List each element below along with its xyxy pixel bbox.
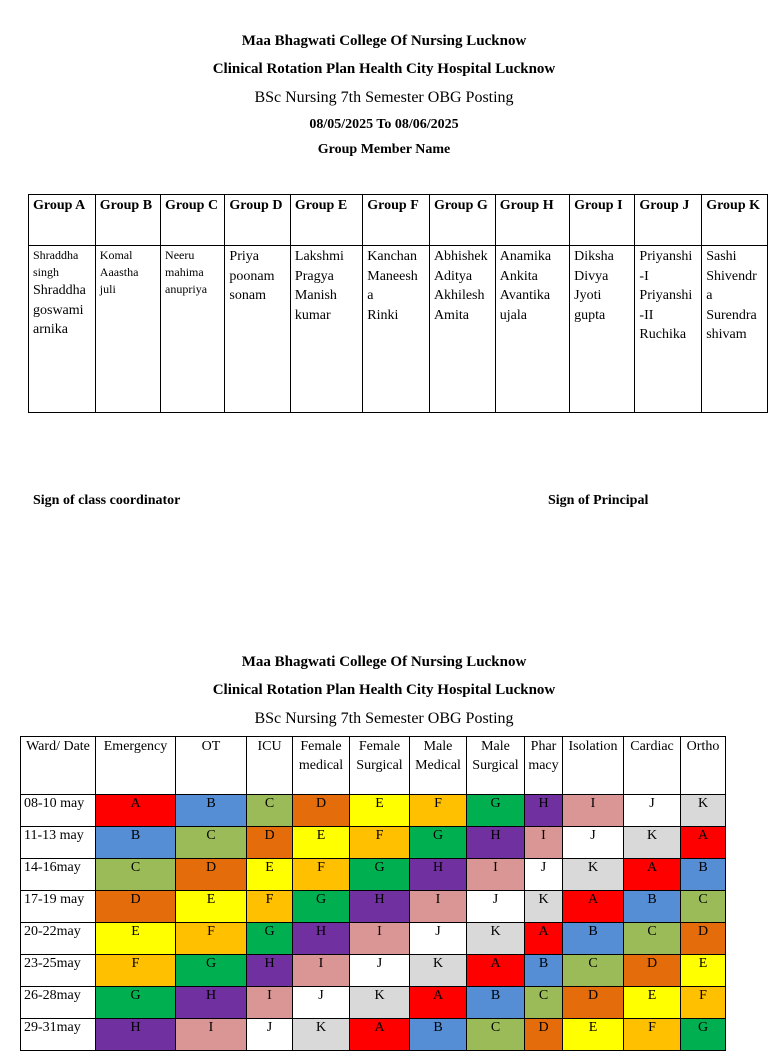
rotation-group-cell: E — [176, 891, 247, 923]
group-member-name: Sashi — [706, 249, 737, 264]
rotation-group-cell: D — [681, 923, 726, 955]
group-member-name: Maneesh — [367, 268, 418, 284]
group-member-name: Shraddha — [33, 283, 86, 298]
group-member-name: poonam — [229, 268, 275, 284]
group-member-name: Ruchika — [639, 327, 687, 342]
rotation-group-cell: C — [247, 795, 293, 827]
rotation-group-cell: I — [247, 987, 293, 1019]
group-member-heading: Group Member Name — [317, 142, 451, 157]
group-members-cell — [225, 246, 290, 413]
rotation-group-cell: F — [293, 859, 350, 891]
rotation-column-header: OT — [176, 737, 247, 795]
rotation-date: 26-28may — [21, 987, 96, 1019]
group-member-name: Manish — [294, 288, 337, 303]
rotation-group-cell: K — [350, 987, 410, 1019]
rotation-group-cell: K — [681, 795, 726, 827]
group-member-name: anupriya — [165, 282, 208, 296]
rotation-group-cell: A — [681, 827, 726, 859]
rotation-row — [21, 891, 726, 923]
group-member-name: arnika — [33, 322, 68, 337]
rotation-group-cell: E — [681, 955, 726, 987]
rotation-column-header: Male Medical — [410, 737, 467, 795]
rotation-group-cell: J — [525, 859, 563, 891]
rotation-table — [20, 736, 726, 1051]
rotation-column-header: Ward/ Date — [21, 737, 96, 795]
rotation-group-cell: G — [293, 891, 350, 923]
rotation-group-cell: D — [624, 955, 681, 987]
group-member-name: Neeru — [165, 248, 195, 262]
group-member-name: sonam — [229, 288, 266, 303]
rotation-group-cell: J — [467, 891, 525, 923]
rotation-group-cell: I — [525, 827, 563, 859]
rotation-column-header: Isolation — [563, 737, 624, 795]
group-member-name: juli — [99, 282, 116, 296]
rotation-group-cell: A — [350, 1019, 410, 1051]
rotation-column-header: Cardiac — [624, 737, 681, 795]
rotation-group-cell: H — [293, 923, 350, 955]
rotation-group-cell: A — [525, 923, 563, 955]
rotation-group-cell: G — [350, 859, 410, 891]
rotation-group-cell: F — [96, 955, 176, 987]
rotation-group-cell: G — [467, 795, 525, 827]
college-title-2: Maa Bhagwati College Of Nursing Lucknow — [241, 654, 527, 670]
rotation-group-cell: A — [624, 859, 681, 891]
rotation-group-cell: F — [176, 923, 247, 955]
group-members-row — [29, 246, 768, 413]
rotation-group-cell: J — [350, 955, 410, 987]
rotation-group-cell: K — [410, 955, 467, 987]
group-member-name: Divya — [574, 268, 609, 284]
group-member-name: Komal — [99, 248, 133, 262]
group-name-header: Group K — [702, 195, 768, 246]
group-header-row — [29, 195, 768, 246]
group-member-name: a — [706, 288, 713, 303]
group-member-name: Priyanshi — [639, 288, 693, 303]
course-title-2: BSc Nursing 7th Semester OBG Posting — [254, 710, 514, 727]
rotation-row — [21, 1019, 726, 1051]
rotation-plan-title-2: Clinical Rotation Plan Health City Hospital Lucknow — [212, 682, 556, 698]
group-name-header: Group C — [161, 195, 225, 246]
rotation-group-cell: F — [681, 987, 726, 1019]
rotation-row — [21, 987, 726, 1019]
rotation-group-cell: I — [563, 795, 624, 827]
rotation-group-cell: E — [350, 795, 410, 827]
group-members-cell — [161, 246, 225, 413]
rotation-group-cell: G — [247, 923, 293, 955]
rotation-column-header: Female Surgical — [350, 737, 410, 795]
college-title: Maa Bhagwati College Of Nursing Lucknow — [241, 33, 527, 49]
group-members-cell — [702, 246, 768, 413]
rotation-group-cell: E — [563, 1019, 624, 1051]
rotation-group-cell: B — [681, 859, 726, 891]
group-members-cell — [363, 246, 430, 413]
group-member-name: Shivendr — [706, 268, 757, 284]
rotation-column-header: ICU — [247, 737, 293, 795]
rotation-group-cell: K — [563, 859, 624, 891]
rotation-group-cell: A — [410, 987, 467, 1019]
group-member-name: shivam — [706, 327, 747, 342]
rotation-group-cell: H — [247, 955, 293, 987]
group-name-header: Group A — [29, 195, 96, 246]
rotation-column-header: Male Surgical — [467, 737, 525, 795]
rotation-group-cell: E — [247, 859, 293, 891]
rotation-group-cell: E — [624, 987, 681, 1019]
group-name-header: Group I — [570, 195, 635, 246]
rotation-group-cell: C — [681, 891, 726, 923]
group-member-name: Priyanshi — [639, 249, 693, 264]
group-name-header: Group F — [363, 195, 430, 246]
group-name-header: Group E — [290, 195, 362, 246]
rotation-group-cell: G — [176, 955, 247, 987]
rotation-group-cell: D — [96, 891, 176, 923]
rotation-group-cell: B — [96, 827, 176, 859]
rotation-group-cell: I — [176, 1019, 247, 1051]
course-title: BSc Nursing 7th Semester OBG Posting — [254, 89, 514, 106]
rotation-date: 17-19 may — [21, 891, 96, 923]
rotation-date: 11-13 may — [21, 827, 96, 859]
group-name-header: Group B — [95, 195, 160, 246]
rotation-group-cell: H — [467, 827, 525, 859]
group-members-cell — [429, 246, 495, 413]
rotation-group-cell: K — [293, 1019, 350, 1051]
group-member-name: ujala — [499, 307, 527, 323]
group-members-cell — [635, 246, 702, 413]
group-member-name: Aaastha — [99, 265, 139, 279]
group-name-header: Group D — [225, 195, 290, 246]
group-member-name: Priya — [229, 249, 259, 264]
rotation-group-cell: J — [624, 795, 681, 827]
rotation-group-cell: B — [467, 987, 525, 1019]
rotation-date: 20-22may — [21, 923, 96, 955]
rotation-group-cell: A — [467, 955, 525, 987]
rotation-group-cell: F — [624, 1019, 681, 1051]
rotation-group-cell: B — [624, 891, 681, 923]
rotation-group-cell: G — [681, 1019, 726, 1051]
rotation-group-cell: A — [96, 795, 176, 827]
rotation-group-cell: C — [176, 827, 247, 859]
rotation-group-cell: A — [563, 891, 624, 923]
rotation-group-cell: E — [293, 827, 350, 859]
group-member-name: -I — [639, 268, 649, 284]
rotation-group-cell: C — [624, 923, 681, 955]
rotation-group-cell: I — [350, 923, 410, 955]
rotation-group-cell: K — [525, 891, 563, 923]
group-member-name: Ankita — [499, 268, 538, 284]
group-member-name: Shraddha — [33, 248, 79, 262]
rotation-group-cell: G — [96, 987, 176, 1019]
group-name-header: Group H — [495, 195, 569, 246]
rotation-group-cell: K — [624, 827, 681, 859]
rotation-group-cell: B — [563, 923, 624, 955]
group-members-cell — [29, 246, 96, 413]
group-member-name: mahima — [165, 265, 204, 279]
rotation-group-cell: G — [410, 827, 467, 859]
rotation-header-row — [21, 737, 726, 795]
rotation-group-cell: H — [350, 891, 410, 923]
rotation-row — [21, 955, 726, 987]
rotation-group-cell: J — [293, 987, 350, 1019]
group-member-name: Pragya — [294, 268, 334, 284]
rotation-column-header: Female medical — [293, 737, 350, 795]
rotation-group-cell: B — [525, 955, 563, 987]
rotation-group-cell: J — [247, 1019, 293, 1051]
rotation-group-cell: H — [176, 987, 247, 1019]
rotation-column-header: Ortho — [681, 737, 726, 795]
rotation-group-cell: H — [410, 859, 467, 891]
group-member-name: Aditya — [433, 268, 473, 284]
group-members-cell — [495, 246, 569, 413]
rotation-group-cell: J — [563, 827, 624, 859]
rotation-group-cell: F — [247, 891, 293, 923]
group-member-name: Surendra — [706, 307, 757, 323]
group-members-cell — [290, 246, 362, 413]
group-member-name: singh — [33, 265, 60, 279]
group-member-table — [28, 194, 768, 413]
coordinator-signature-label: Sign of class coordinator — [33, 493, 181, 508]
rotation-group-cell: H — [96, 1019, 176, 1051]
rotation-group-cell: C — [525, 987, 563, 1019]
rotation-row — [21, 795, 726, 827]
group-member-name: -II — [639, 307, 654, 323]
rotation-group-cell: D — [247, 827, 293, 859]
rotation-group-cell: F — [410, 795, 467, 827]
group-member-name: kumar — [294, 307, 331, 323]
rotation-group-cell: C — [96, 859, 176, 891]
rotation-group-cell: B — [410, 1019, 467, 1051]
group-member-name: Amita — [433, 307, 469, 323]
group-member-name: gupta — [574, 307, 606, 323]
group-name-header: Group J — [635, 195, 702, 246]
group-member-name: Kanchan — [367, 249, 418, 264]
rotation-group-cell: C — [467, 1019, 525, 1051]
group-member-name: Akhilesh — [433, 288, 485, 303]
date-range: 08/05/2025 To 08/06/2025 — [309, 117, 459, 132]
rotation-group-cell: D — [525, 1019, 563, 1051]
group-member-name: Rinki — [367, 307, 399, 323]
rotation-group-cell: D — [176, 859, 247, 891]
rotation-group-cell: K — [467, 923, 525, 955]
rotation-group-cell: D — [293, 795, 350, 827]
group-member-name: a — [367, 288, 374, 303]
rotation-group-cell: B — [176, 795, 247, 827]
group-members-cell — [570, 246, 635, 413]
rotation-column-header: Phar macy — [525, 737, 563, 795]
group-member-name: Abhishek — [433, 249, 488, 264]
rotation-group-cell: I — [467, 859, 525, 891]
rotation-column-header: Emergency — [96, 737, 176, 795]
principal-signature-label: Sign of Principal — [548, 493, 649, 508]
group-members-cell — [95, 246, 160, 413]
group-member-name: goswami — [33, 302, 84, 318]
rotation-row — [21, 923, 726, 955]
rotation-group-cell: F — [350, 827, 410, 859]
rotation-date: 29-31may — [21, 1019, 96, 1051]
group-member-name: Jyoti — [574, 288, 602, 303]
rotation-group-cell: E — [96, 923, 176, 955]
rotation-row — [21, 827, 726, 859]
rotation-plan-title: Clinical Rotation Plan Health City Hospital Lucknow — [212, 61, 556, 77]
rotation-group-cell: C — [563, 955, 624, 987]
group-member-name: Avantika — [499, 288, 551, 303]
rotation-group-cell: I — [410, 891, 467, 923]
rotation-group-cell: J — [410, 923, 467, 955]
rotation-date: 14-16may — [21, 859, 96, 891]
group-member-name: Diksha — [574, 249, 614, 264]
rotation-date: 08-10 may — [21, 795, 96, 827]
rotation-group-cell: I — [293, 955, 350, 987]
group-member-name: Lakshmi — [294, 249, 344, 264]
rotation-group-cell: H — [525, 795, 563, 827]
rotation-group-cell: D — [563, 987, 624, 1019]
rotation-row — [21, 859, 726, 891]
group-member-name: Anamika — [499, 249, 552, 264]
rotation-date: 23-25may — [21, 955, 96, 987]
group-name-header: Group G — [429, 195, 495, 246]
rotation-body — [21, 795, 726, 1051]
